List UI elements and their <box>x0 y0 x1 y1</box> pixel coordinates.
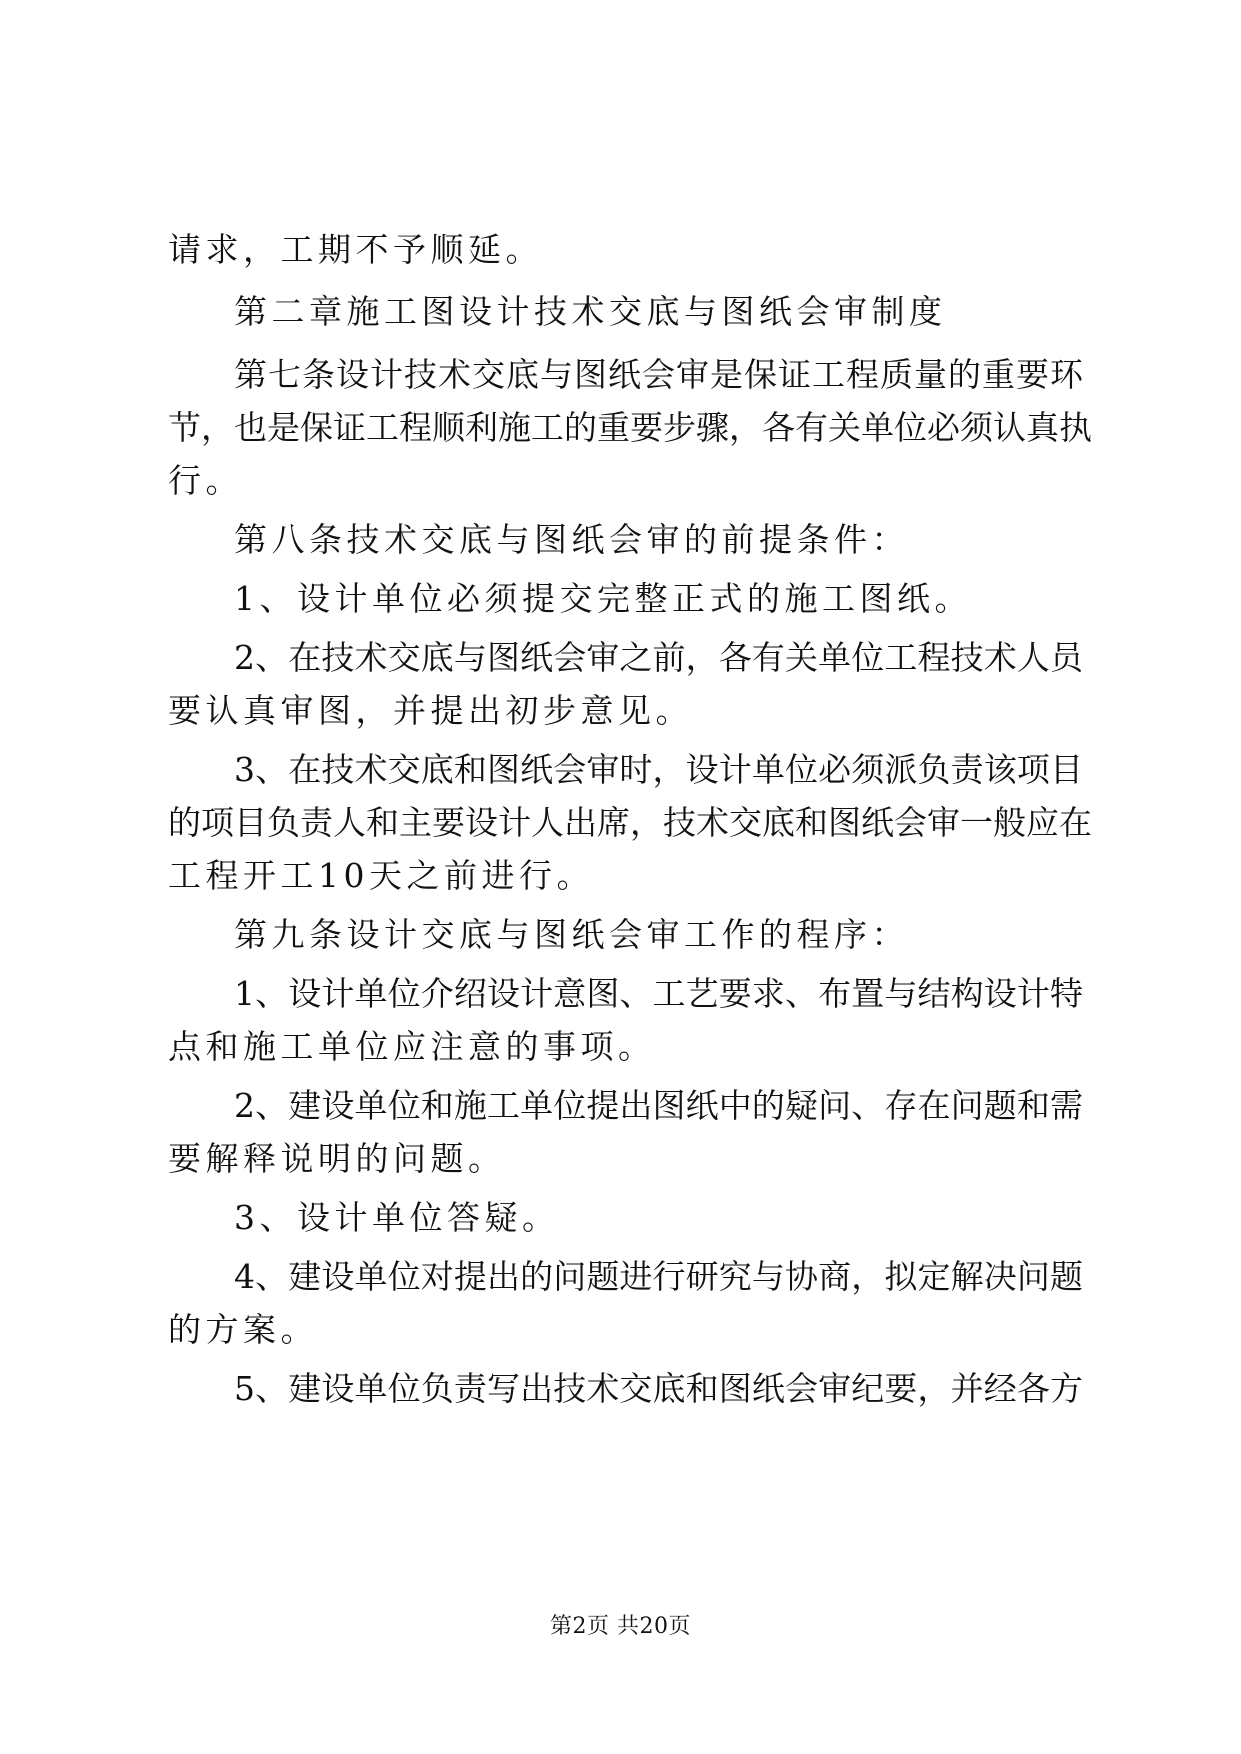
article-7-line-2: 节，也是保证工程顺利施工的重要步骤，各有关单位必须认真执 <box>168 408 1092 447</box>
article-9-item-5-line-1: 5、建设单位负责写出技术交底和图纸会审纪要，并经各方 <box>234 1369 1083 1408</box>
article-9-item-4-line-1: 4、建设单位对提出的问题进行研究与协商，拟定解决问题 <box>234 1257 1083 1296</box>
article-8-item-2-line-2: 要认真审图，并提出初步意见。 <box>168 691 693 730</box>
article-7-line-3: 行。 <box>168 461 243 500</box>
article-9-item-3: 3、设计单位答疑。 <box>234 1198 560 1237</box>
article-9-item-2-line-1: 2、建设单位和施工单位提出图纸中的疑问、存在问题和需 <box>234 1086 1083 1125</box>
page-number-footer: 第2页 共20页 <box>550 1614 691 1639</box>
article-7-line-1: 第七条设计技术交底与图纸会审是保证工程质量的重要环 <box>234 355 1083 394</box>
chapter-2-heading: 第二章施工图设计技术交底与图纸会审制度 <box>234 292 947 331</box>
article-8-heading: 第八条技术交底与图纸会审的前提条件： <box>234 520 909 559</box>
article-9-item-2-line-2: 要解释说明的问题。 <box>168 1139 506 1178</box>
article-9-heading: 第九条设计交底与图纸会审工作的程序： <box>234 915 909 954</box>
article-8-item-1: 1、设计单位必须提交完整正式的施工图纸。 <box>234 579 972 618</box>
article-8-item-3-line-2: 的项目负责人和主要设计人出席，技术交底和图纸会审一般应在 <box>168 803 1092 842</box>
article-9-item-1-line-2: 点和施工单位应注意的事项。 <box>168 1027 656 1066</box>
article-8-item-3-line-1: 3、在技术交底和图纸会审时，设计单位必须派负责该项目 <box>234 750 1083 789</box>
p1-line-1: 请求，工期不予顺延。 <box>168 230 543 269</box>
article-9-item-1-line-1: 1、设计单位介绍设计意图、工艺要求、布置与结构设计特 <box>234 974 1083 1013</box>
article-8-item-2-line-1: 2、在技术交底与图纸会审之前，各有关单位工程技术人员 <box>234 638 1083 677</box>
article-9-item-4-line-2: 的方案。 <box>168 1310 318 1349</box>
article-8-item-3-line-3: 工程开工10天之前进行。 <box>168 856 594 895</box>
